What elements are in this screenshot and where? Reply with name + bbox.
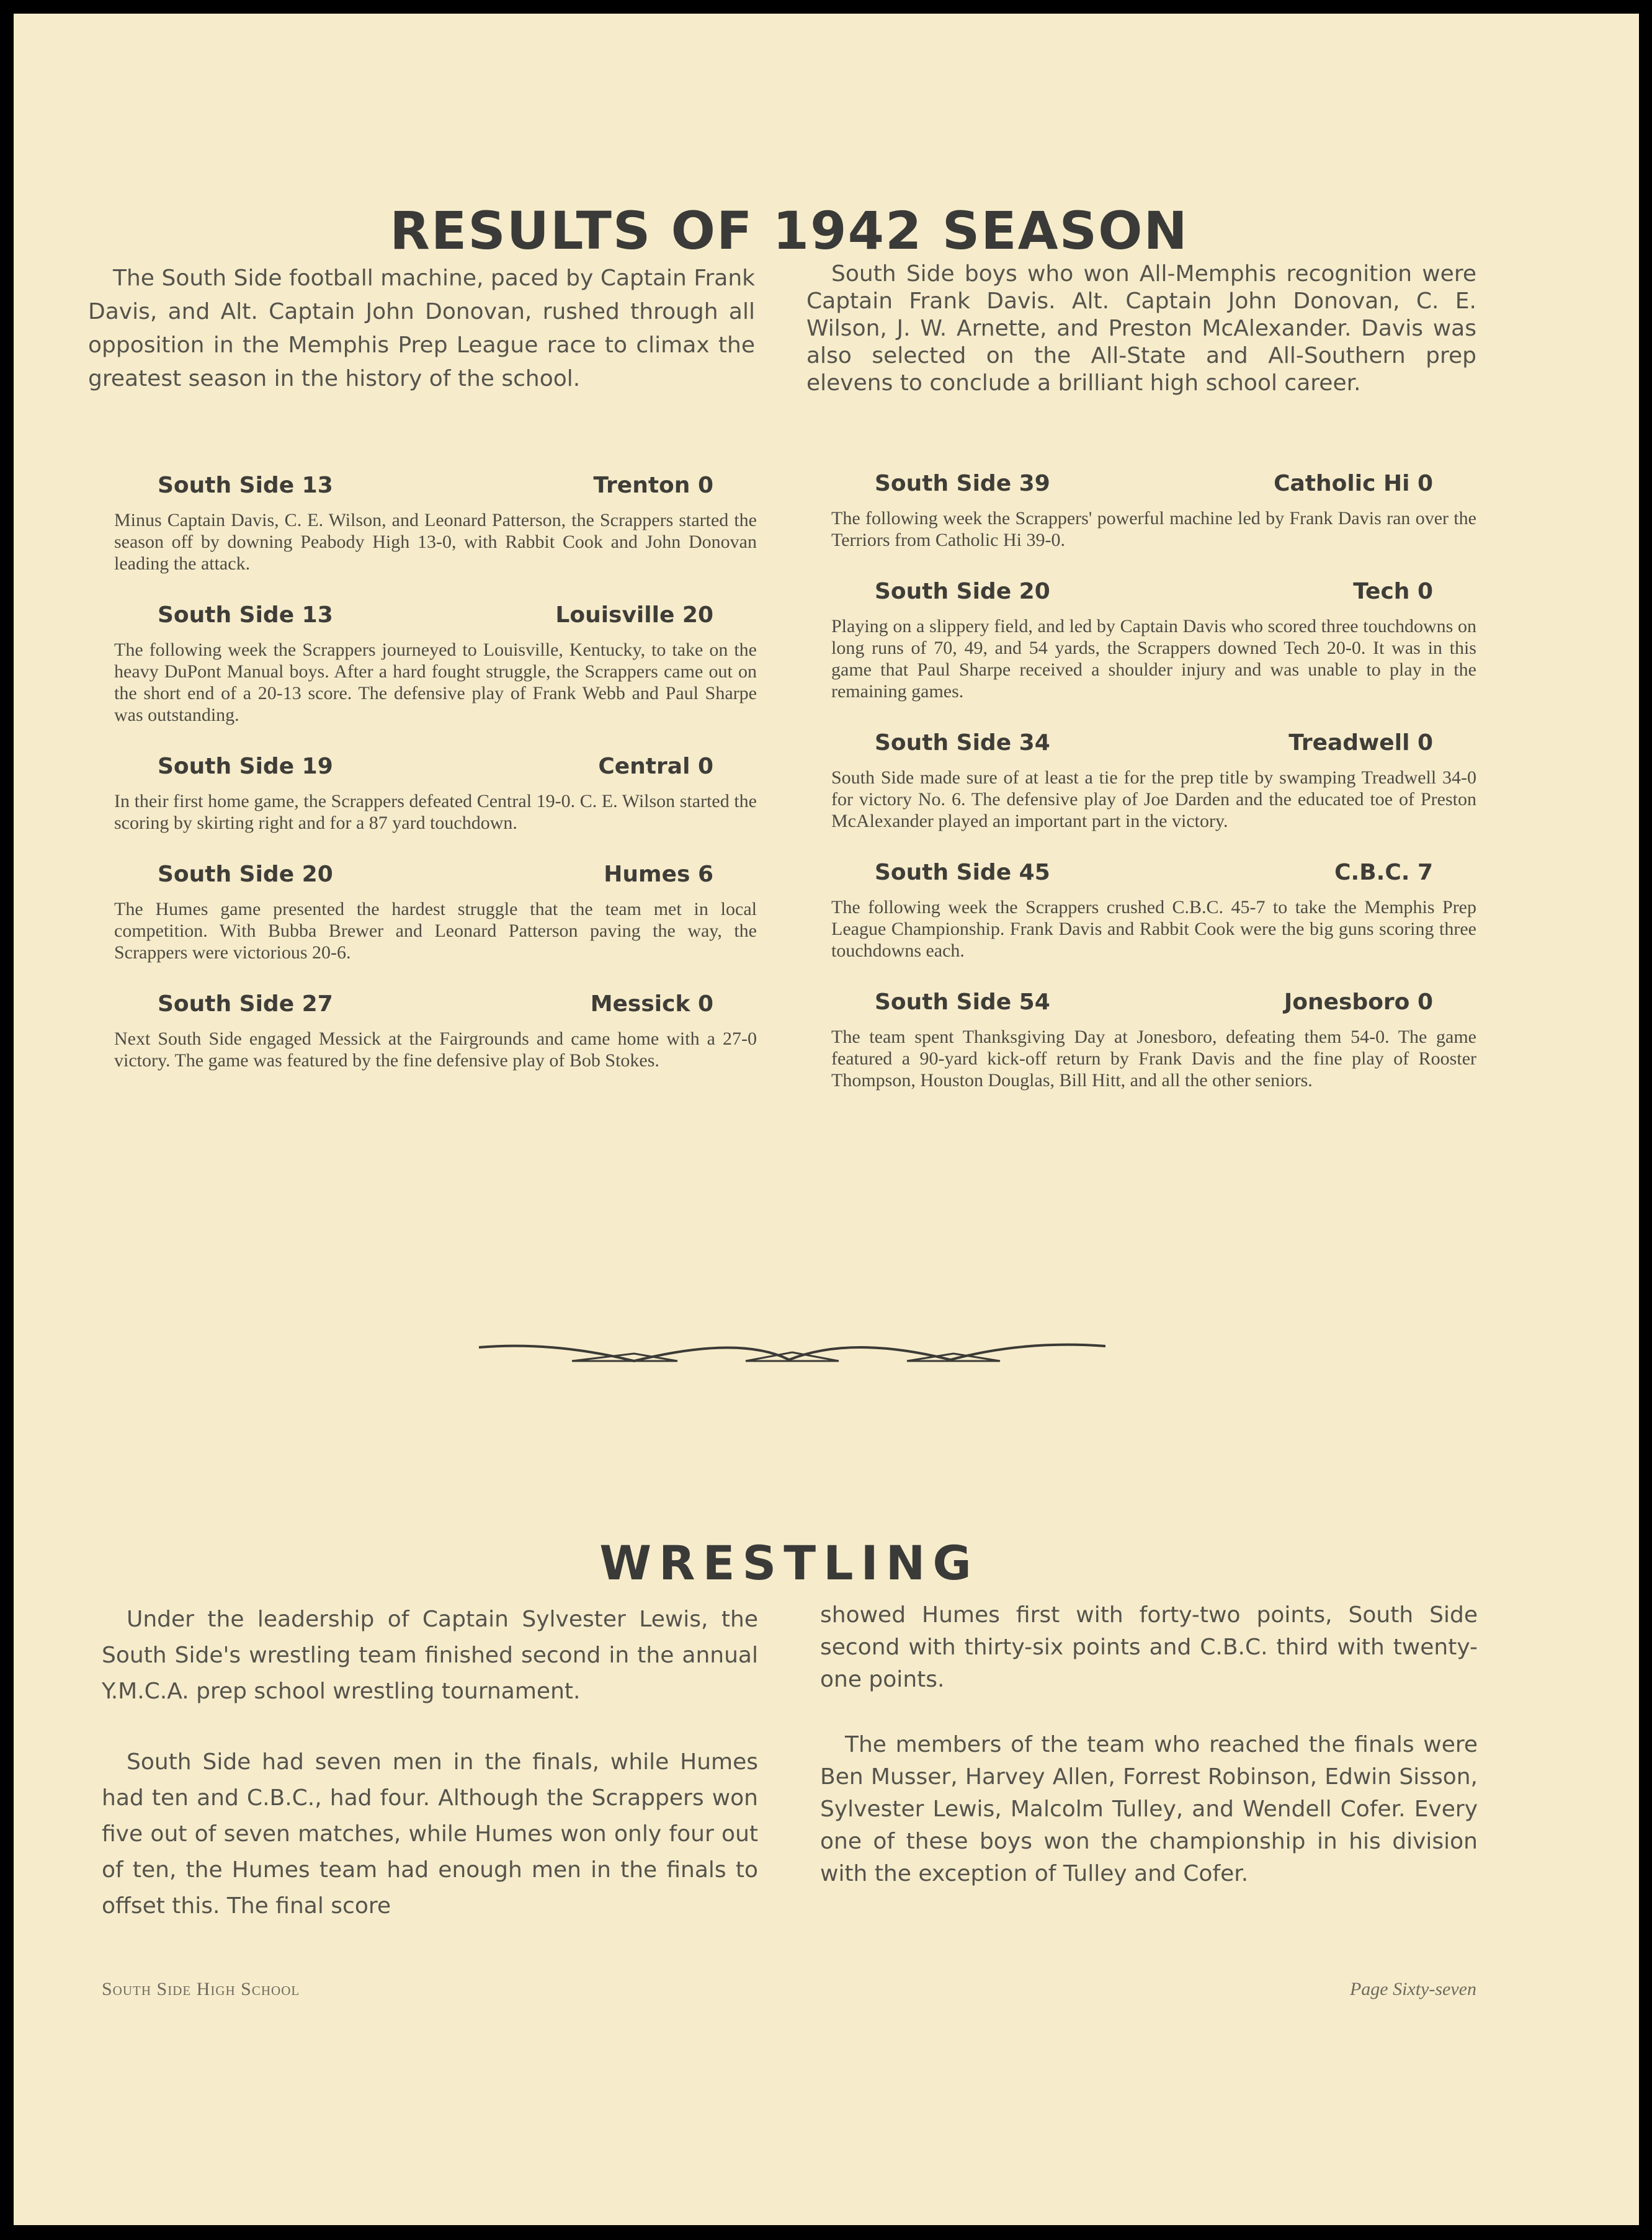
home-score: South Side 27 — [158, 991, 333, 1017]
games-column-left — [114, 470, 757, 1096]
score-line — [114, 599, 757, 631]
opponent-score: Central 0 — [598, 754, 713, 779]
opponent-score: C.B.C. 7 — [1334, 860, 1433, 885]
home-score: South Side 20 — [158, 862, 333, 887]
game-entry — [831, 986, 1476, 1091]
game-recap: The following week the Scrappers' powerful machine led by Frank Davis ran over the Terriors from Catholic Hi 39-0. — [831, 508, 1476, 550]
results-title: RESULTS OF 1942 SEASON — [390, 200, 1189, 262]
score-line — [831, 468, 1476, 500]
score-line — [114, 470, 757, 502]
wrestling-title: WRESTLING — [599, 1535, 979, 1591]
games-column-right — [831, 468, 1476, 1116]
wrestling-paragraph-4: The members of the team who reached the finals were Ben Musser, Harvey Allen, Forrest Robinson, Edwin Sisson, Sylvester Lewis, Malcolm Tulley, and Wendell Cofer. Every one of these boys won the championship in his division with the exception of Tulley and Cofer. — [820, 1732, 1478, 1886]
home-score: South Side 45 — [875, 860, 1050, 885]
footer-page-number: Page Sixty-seven — [1349, 1979, 1476, 1999]
game-recap: Minus Captain Davis, C. E. Wilson, and Leonard Patterson, the Scrappers started the season off by downing Peabody High 13-0, with Rabbit Cook and John Donovan leading the attack. — [114, 510, 757, 574]
game-entry — [114, 988, 757, 1071]
score-line — [831, 857, 1476, 889]
game-entry — [114, 599, 757, 726]
wrestling-paragraph-2: South Side had seven men in the finals, while Humes had ten and C.B.C., had four. Although the Scrappers won five out of seven matches, while Humes won only four out of ten, the Humes team had enough men in the finals to offset this. The final score — [102, 1749, 758, 1919]
page-frame — [14, 14, 1639, 2225]
opponent-score: Messick 0 — [590, 991, 713, 1017]
home-score: South Side 20 — [875, 579, 1050, 604]
game-recap: In their first home game, the Scrappers defeated Central 19-0. C. E. Wilson started the scoring by skirting right and for a 87 yard touchdown. — [114, 791, 757, 833]
game-recap: The team spent Thanksgiving Day at Jonesboro, defeating them 54-0. The game featured a 90-yard kick-off return by Frank Davis and the fine play of Rooster Thompson, Houston Douglas, Bill Hitt, and all the other seniors. — [831, 1027, 1476, 1091]
opponent-score: Treadwell 0 — [1288, 730, 1433, 756]
home-score: South Side 13 — [158, 602, 333, 628]
score-line — [114, 859, 757, 891]
game-entry — [114, 859, 757, 963]
score-line — [831, 986, 1476, 1019]
opponent-score: Catholic Hi 0 — [1274, 471, 1433, 496]
football-intro-right: South Side boys who won All-Memphis recognition were Captain Frank Davis. Alt. Captain John Donovan, C. E. Wilson, J. W. Arnette, and Preston McAlexander. Davis was also selected on the All-State and All-Southern prep elevens to conclude a brilliant high school career. — [806, 261, 1476, 396]
home-score: South Side 54 — [875, 989, 1050, 1015]
football-intro-left: The South Side football machine, paced by Captain Frank Davis, and Alt. Captain John Donovan, rushed through all opposition in the Memphis Prep League race to climax the greatest season in the history of the school. — [88, 265, 755, 391]
score-line — [831, 727, 1476, 759]
home-score: South Side 34 — [875, 730, 1050, 756]
opponent-score: Trenton 0 — [593, 473, 713, 498]
game-recap: South Side made sure of at least a tie for the prep title by swamping Treadwell 34-0 for victory No. 6. The defensive play of Joe Darden and the educated toe of Preston McAlexander played an important part in the victory. — [831, 767, 1476, 831]
home-score: South Side 13 — [158, 473, 333, 498]
game-entry — [831, 857, 1476, 962]
game-entry — [114, 470, 757, 574]
score-line — [114, 751, 757, 783]
yearbook-page — [14, 14, 1639, 2225]
ornamental-divider — [479, 1335, 1105, 1372]
footer-school-name: South Side High School — [102, 1979, 300, 1999]
opponent-score: Louisville 20 — [555, 602, 713, 628]
game-recap: Playing on a slippery field, and led by Captain Davis who scored three touchdowns on long runs of 70, 49, and 54 yards, the Scrappers downed Tech 20-0. It was in this game that Paul Sharpe received a shoulder injury and was unable to play in the remaining games. — [831, 616, 1476, 702]
game-entry — [114, 751, 757, 834]
game-recap: The following week the Scrappers crushed C.B.C. 45-7 to take the Memphis Prep League Championship. Frank Davis and Rabbit Cook were the big guns scoring three touchdowns each. — [831, 897, 1476, 961]
wrestling-paragraph-1: Under the leadership of Captain Sylvester Lewis, the South Side's wrestling team finished second in the annual Y.M.C.A. prep school wrestling tournament. — [102, 1607, 758, 1704]
home-score: South Side 39 — [875, 471, 1050, 496]
game-recap: The following week the Scrappers journeyed to Louisville, Kentucky, to take on the heavy DuPont Manual boys. After a hard fought struggle, the Scrappers came out on the short end of a 20-13 score. The defensive play of Frank Webb and Paul Sharpe was outstanding. — [114, 640, 757, 725]
opponent-score: Jonesboro 0 — [1284, 989, 1433, 1015]
score-line — [831, 576, 1476, 608]
home-score: South Side 19 — [158, 754, 333, 779]
game-entry — [831, 727, 1476, 832]
wrestling-paragraph-3: showed Humes first with forty-two points, South Side second with thirty-six points and C.B.C. third with twenty-one points. — [820, 1602, 1478, 1692]
opponent-score: Humes 6 — [604, 862, 713, 887]
game-entry — [831, 576, 1476, 702]
game-entry — [831, 468, 1476, 551]
game-recap: Next South Side engaged Messick at the Fairgrounds and came home with a 27-0 victory. The game was featured by the fine defensive play of Bob Stokes. — [114, 1029, 757, 1071]
game-recap: The Humes game presented the hardest struggle that the team met in local competition. With Bubba Brewer and Leonard Patterson paving the way, the Scrappers were victorious 20-6. — [114, 899, 757, 963]
opponent-score: Tech 0 — [1353, 579, 1433, 604]
score-line — [114, 988, 757, 1020]
